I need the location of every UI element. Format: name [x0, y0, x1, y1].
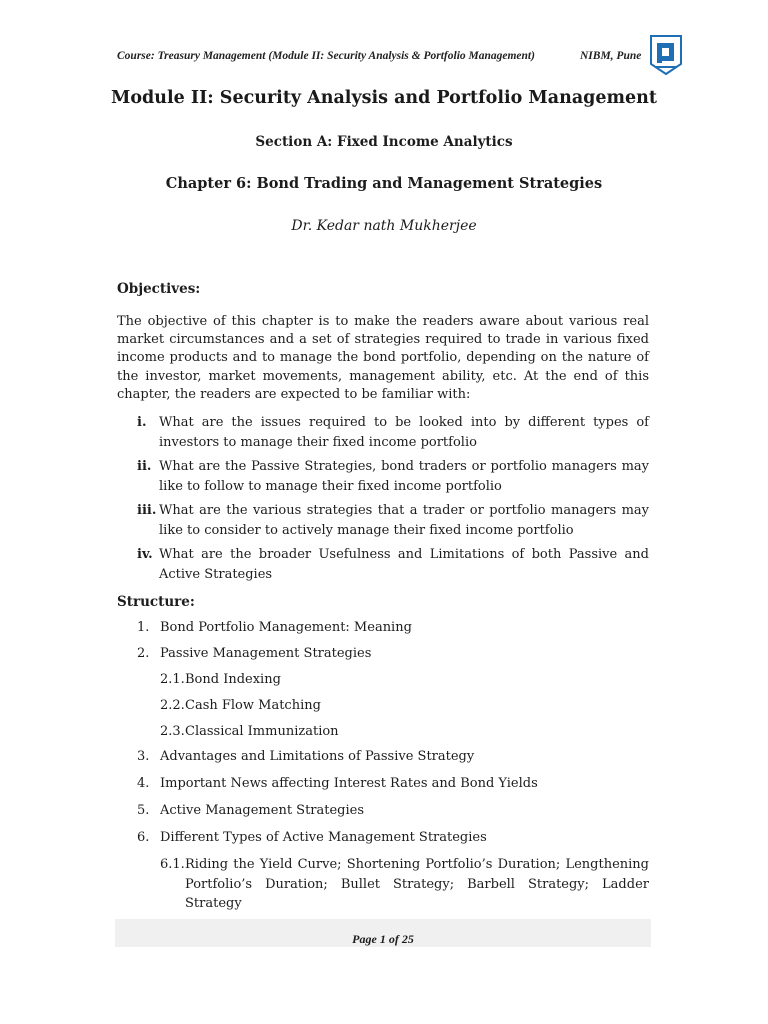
objective-text: What are the broader Usefulness and Limitations of both Passive and Active Strategies	[159, 547, 649, 582]
structure-item	[137, 801, 649, 821]
structure-text: Cash Flow Matching	[185, 698, 321, 713]
structure-item	[160, 855, 649, 914]
objective-number: iv.	[137, 547, 153, 562]
structure-number: 3.	[137, 749, 150, 764]
objective-text: What are the issues required to be looked into by different types of investors to manage their fixed income portfolio	[159, 415, 649, 450]
structure-text: Different Types of Active Management Strategies	[160, 830, 487, 845]
structure-number: 5.	[137, 803, 150, 818]
structure-item	[137, 618, 649, 638]
structure-text: Important News affecting Interest Rates and Bond Yields	[160, 776, 538, 791]
structure-text: Active Management Strategies	[160, 803, 365, 818]
objective-text: What are the Passive Strategies, bond traders or portfolio managers may like to follow to manage their fixed income portfolio	[159, 459, 649, 494]
structure-item	[160, 696, 649, 716]
structure-text: Passive Management Strategies	[160, 646, 372, 661]
objectives-heading: Objectives:	[117, 281, 201, 297]
structure-item	[160, 722, 649, 742]
structure-text: Classical Immunization	[185, 724, 339, 739]
structure-item	[137, 747, 649, 767]
chapter-title: Chapter 6: Bond Trading and Management Strategies	[165, 175, 603, 192]
structure-number: 1.	[137, 620, 150, 635]
nibm-logo-icon	[649, 34, 683, 76]
objective-item	[117, 545, 649, 584]
structure-item	[137, 774, 649, 794]
objective-number: iii.	[137, 503, 157, 518]
objective-text: What are the various strategies that a trader or portfolio managers may like to consider to actively manage their fixed income portfolio	[159, 503, 649, 538]
objective-item	[117, 501, 649, 540]
objective-number: i.	[137, 415, 147, 430]
author-name: Dr. Kedar nath Mukherjee	[291, 218, 477, 234]
structure-number: 2.1.	[160, 672, 185, 687]
objective-number: ii.	[137, 459, 152, 474]
objective-item	[117, 413, 649, 452]
structure-number: 2.3.	[160, 724, 185, 739]
structure-number: 6.	[137, 830, 150, 845]
structure-text: Bond Indexing	[185, 672, 281, 687]
structure-number: 6.1.	[160, 857, 185, 872]
structure-heading: Structure:	[117, 594, 195, 610]
objective-item	[117, 457, 649, 496]
structure-item	[137, 644, 649, 664]
structure-number: 2.	[137, 646, 150, 661]
page-number: Page 1 of 25	[352, 932, 414, 946]
structure-number: 2.2.	[160, 698, 185, 713]
structure-item	[160, 670, 649, 690]
structure-number: 4.	[137, 776, 150, 791]
objectives-paragraph: The objective of this chapter is to make the readers aware about various real market circumstances and a set of strategies required to trade in various fixed income products and to manage the bond portfolio, depending on the nature of the investor, market movements, management ability, etc. At the end of this chapter, the readers are expected to be familiar with:	[117, 314, 649, 402]
structure-text: Advantages and Limitations of Passive Strategy	[160, 749, 475, 764]
structure-item	[137, 828, 649, 848]
section-title: Section A: Fixed Income Analytics	[255, 134, 513, 150]
structure-text: Riding the Yield Curve; Shortening Portfolio’s Duration; Lengthening Portfolio’s Duration; Bullet Strategy; Barbell Strategy; Ladder Strategy	[185, 857, 649, 911]
structure-text: Bond Portfolio Management: Meaning	[160, 620, 412, 635]
header-course: Course: Treasury Management (Module II: Security Analysis & Portfolio Management)	[117, 50, 535, 62]
header-institute: NIBM, Pune	[580, 50, 642, 62]
page-title: Module II: Security Analysis and Portfolio Management	[111, 88, 657, 108]
